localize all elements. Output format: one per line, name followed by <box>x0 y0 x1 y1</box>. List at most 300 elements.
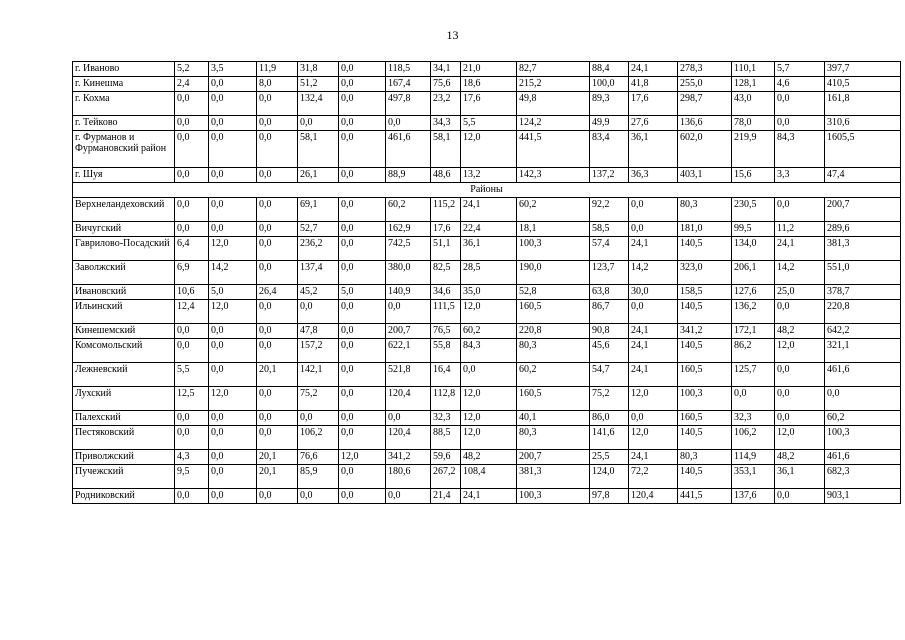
table-cell: 0,0 <box>339 261 386 285</box>
row-label: Родниковский <box>73 489 175 504</box>
table-cell: 52,8 <box>517 285 590 300</box>
table-cell: 60,2 <box>461 324 517 339</box>
table-cell: 32,3 <box>732 411 775 426</box>
table-cell: 60,2 <box>517 198 590 222</box>
table-cell: 12,0 <box>461 411 517 426</box>
table-cell: 0,0 <box>175 92 209 116</box>
table-cell: 48,2 <box>775 324 825 339</box>
table-cell: 220,8 <box>517 324 590 339</box>
table-cell: 140,9 <box>386 285 431 300</box>
table-cell: 0,0 <box>209 363 257 387</box>
table-cell: 160,5 <box>517 387 590 411</box>
table-cell: 341,2 <box>386 450 431 465</box>
table-cell: 0,0 <box>339 324 386 339</box>
row-label: г. Тейково <box>73 116 175 131</box>
table-cell: 0,0 <box>257 426 298 450</box>
table-cell: 0,0 <box>257 324 298 339</box>
table-cell: 160,5 <box>678 411 732 426</box>
table-cell: 158,5 <box>678 285 732 300</box>
table-cell: 0,0 <box>257 411 298 426</box>
table-cell: 0,0 <box>339 411 386 426</box>
table-cell: 12,0 <box>209 300 257 324</box>
table-row <box>73 324 901 339</box>
table-cell: 0,0 <box>339 426 386 450</box>
table-cell: 24,1 <box>629 62 678 77</box>
table-cell: 461,6 <box>386 131 431 168</box>
table-cell: 34,1 <box>431 62 461 77</box>
table-row <box>73 198 901 222</box>
table-cell: 206,1 <box>732 261 775 285</box>
table-cell: 20,1 <box>257 450 298 465</box>
table-cell: 403,1 <box>678 168 732 183</box>
table-row <box>73 387 901 411</box>
table-cell: 278,3 <box>678 62 732 77</box>
table-cell: 63,8 <box>590 285 629 300</box>
table-cell: 18,1 <box>517 222 590 237</box>
table-cell: 378,7 <box>825 285 901 300</box>
table-cell: 0,0 <box>257 339 298 363</box>
table-cell: 115,2 <box>431 198 461 222</box>
table-cell: 140,5 <box>678 339 732 363</box>
table-cell: 48,6 <box>431 168 461 183</box>
table-cell: 88,5 <box>431 426 461 450</box>
table-cell: 353,1 <box>732 465 775 489</box>
table-cell: 134,0 <box>732 237 775 261</box>
table-cell: 60,2 <box>386 198 431 222</box>
table-cell: 0,0 <box>209 131 257 168</box>
table-cell: 0,0 <box>775 489 825 504</box>
table-cell: 0,0 <box>339 77 386 92</box>
table-cell: 26,1 <box>298 168 339 183</box>
table-cell: 36,1 <box>461 237 517 261</box>
table-cell: 410,5 <box>825 77 901 92</box>
table-cell: 31,8 <box>298 62 339 77</box>
table-cell: 75,2 <box>590 387 629 411</box>
table-cell: 100,3 <box>517 489 590 504</box>
table-cell: 0,0 <box>257 222 298 237</box>
table-cell: 0,0 <box>775 411 825 426</box>
table-cell: 84,3 <box>461 339 517 363</box>
table-row <box>73 285 901 300</box>
table-cell: 220,8 <box>825 300 901 324</box>
table-cell: 58,1 <box>298 131 339 168</box>
table-cell: 20,1 <box>257 465 298 489</box>
table-cell: 125,7 <box>732 363 775 387</box>
table-cell: 123,7 <box>590 261 629 285</box>
table-row <box>73 261 901 285</box>
table-cell: 90,8 <box>590 324 629 339</box>
table-cell: 0,0 <box>175 198 209 222</box>
table-cell: 72,2 <box>629 465 678 489</box>
table-cell: 106,2 <box>732 426 775 450</box>
table-cell: 92,2 <box>590 198 629 222</box>
table-cell: 682,3 <box>825 465 901 489</box>
table-cell: 0,0 <box>209 198 257 222</box>
table-cell: 0,0 <box>775 116 825 131</box>
table-row <box>73 92 901 116</box>
section-row <box>73 183 901 198</box>
table-cell: 13,2 <box>461 168 517 183</box>
table-cell: 0,0 <box>257 116 298 131</box>
table-cell: 12,0 <box>209 387 257 411</box>
table-cell: 25,5 <box>590 450 629 465</box>
table-cell: 0,0 <box>175 131 209 168</box>
table-cell: 120,4 <box>386 387 431 411</box>
table-cell: 0,0 <box>209 465 257 489</box>
row-label: Верхнеландеховский <box>73 198 175 222</box>
table-cell: 381,3 <box>825 237 901 261</box>
table-cell: 5,5 <box>175 363 209 387</box>
table-cell: 18,6 <box>461 77 517 92</box>
table-cell: 52,7 <box>298 222 339 237</box>
table-cell: 0,0 <box>298 489 339 504</box>
table-cell: 40,1 <box>517 411 590 426</box>
table-cell: 78,0 <box>732 116 775 131</box>
table-cell: 112,8 <box>431 387 461 411</box>
table-cell: 0,0 <box>339 116 386 131</box>
table-row <box>73 62 901 77</box>
table-cell: 0,0 <box>175 324 209 339</box>
table-cell: 0,0 <box>209 426 257 450</box>
table-cell: 14,2 <box>775 261 825 285</box>
table-cell: 172,1 <box>732 324 775 339</box>
row-label: Пучежский <box>73 465 175 489</box>
table-cell: 128,1 <box>732 77 775 92</box>
table-cell: 54,7 <box>590 363 629 387</box>
table-cell: 5,0 <box>209 285 257 300</box>
table-cell: 2,4 <box>175 77 209 92</box>
table-cell: 59,6 <box>431 450 461 465</box>
table-cell: 140,5 <box>678 426 732 450</box>
table-cell: 181,0 <box>678 222 732 237</box>
table-cell: 0,0 <box>257 198 298 222</box>
table-cell: 0,0 <box>775 92 825 116</box>
table-cell: 124,0 <box>590 465 629 489</box>
table-cell: 82,7 <box>517 62 590 77</box>
table-cell: 142,3 <box>517 168 590 183</box>
table-cell: 11,9 <box>257 62 298 77</box>
row-label: Лежневский <box>73 363 175 387</box>
table-cell: 267,2 <box>431 465 461 489</box>
table-cell: 120,4 <box>629 489 678 504</box>
table-cell: 140,5 <box>678 465 732 489</box>
table-cell: 15,6 <box>732 168 775 183</box>
table-cell: 20,1 <box>257 363 298 387</box>
table-cell: 25,0 <box>775 285 825 300</box>
table-cell: 14,2 <box>209 261 257 285</box>
row-label: г. Иваново <box>73 62 175 77</box>
table-cell: 0,0 <box>339 465 386 489</box>
table-cell: 0,0 <box>209 116 257 131</box>
table-cell: 310,6 <box>825 116 901 131</box>
table-cell: 84,3 <box>775 131 825 168</box>
row-label: Палехский <box>73 411 175 426</box>
table-row <box>73 411 901 426</box>
page-number: 13 <box>446 28 459 42</box>
table-cell: 0,0 <box>209 411 257 426</box>
table-cell: 47,8 <box>298 324 339 339</box>
table-cell: 0,0 <box>339 339 386 363</box>
table-cell: 0,0 <box>257 92 298 116</box>
table-cell: 51,1 <box>431 237 461 261</box>
table-cell: 75,2 <box>298 387 339 411</box>
table-cell: 12,0 <box>629 387 678 411</box>
table-cell: 6,9 <box>175 261 209 285</box>
table-cell: 0,0 <box>257 237 298 261</box>
table-cell: 0,0 <box>175 489 209 504</box>
table-cell: 100,3 <box>517 237 590 261</box>
table-row <box>73 237 901 261</box>
row-label: г. Кинешма <box>73 77 175 92</box>
table-cell: 51,2 <box>298 77 339 92</box>
table-cell: 441,5 <box>517 131 590 168</box>
table-row <box>73 168 901 183</box>
row-label: Пестяковский <box>73 426 175 450</box>
table-cell: 12,0 <box>461 426 517 450</box>
table-cell: 24,1 <box>629 363 678 387</box>
table-cell: 142,1 <box>298 363 339 387</box>
row-label: Ильинский <box>73 300 175 324</box>
table-row <box>73 339 901 363</box>
table-cell: 118,5 <box>386 62 431 77</box>
table-cell: 0,0 <box>339 237 386 261</box>
table-cell: 190,0 <box>517 261 590 285</box>
table-cell: 3,3 <box>775 168 825 183</box>
table-cell: 48,2 <box>461 450 517 465</box>
table-cell: 22,4 <box>461 222 517 237</box>
section-heading: Районы <box>73 183 901 198</box>
table-cell: 12,5 <box>175 387 209 411</box>
table-cell: 0,0 <box>257 489 298 504</box>
table-row <box>73 426 901 450</box>
row-label: г. Фурманов и Фурмановский район <box>73 131 175 168</box>
table-cell: 157,2 <box>298 339 339 363</box>
table-cell: 17,6 <box>629 92 678 116</box>
table-cell: 99,5 <box>732 222 775 237</box>
table-cell: 24,1 <box>629 339 678 363</box>
table-cell: 27,6 <box>629 116 678 131</box>
table-cell: 12,0 <box>461 387 517 411</box>
table-cell: 58,5 <box>590 222 629 237</box>
table-cell: 5,7 <box>775 62 825 77</box>
table-cell: 0,0 <box>775 300 825 324</box>
table-cell: 162,9 <box>386 222 431 237</box>
row-label: Кинешемский <box>73 324 175 339</box>
table-row <box>73 131 901 168</box>
table-cell: 12,0 <box>209 237 257 261</box>
table-cell: 161,8 <box>825 92 901 116</box>
table-cell: 120,4 <box>386 426 431 450</box>
table-cell: 88,4 <box>590 62 629 77</box>
row-label: г. Шуя <box>73 168 175 183</box>
table-cell: 85,9 <box>298 465 339 489</box>
table-cell: 49,8 <box>517 92 590 116</box>
table-cell: 55,8 <box>431 339 461 363</box>
table-cell: 140,5 <box>678 237 732 261</box>
table-cell: 10,6 <box>175 285 209 300</box>
table-cell: 0,0 <box>298 411 339 426</box>
table-cell: 140,5 <box>678 300 732 324</box>
table-cell: 461,6 <box>825 363 901 387</box>
table-cell: 219,9 <box>732 131 775 168</box>
table-cell: 160,5 <box>678 363 732 387</box>
table-cell: 0,0 <box>339 387 386 411</box>
table-cell: 0,0 <box>209 450 257 465</box>
table-cell: 5,0 <box>339 285 386 300</box>
row-label: Комсомольский <box>73 339 175 363</box>
table-cell: 12,0 <box>775 339 825 363</box>
table-cell: 6,4 <box>175 237 209 261</box>
table-cell: 0,0 <box>339 168 386 183</box>
row-label: Лухский <box>73 387 175 411</box>
table-row <box>73 300 901 324</box>
table-cell: 602,0 <box>678 131 732 168</box>
table-cell: 0,0 <box>386 116 431 131</box>
table-cell: 35,0 <box>461 285 517 300</box>
table-cell: 0,0 <box>386 411 431 426</box>
table-cell: 48,2 <box>775 450 825 465</box>
table-cell: 80,3 <box>678 198 732 222</box>
table-cell: 43,0 <box>732 92 775 116</box>
table-cell: 0,0 <box>209 324 257 339</box>
table-cell: 24,1 <box>461 198 517 222</box>
table-cell: 200,7 <box>517 450 590 465</box>
table-cell: 0,0 <box>257 300 298 324</box>
table-cell: 622,1 <box>386 339 431 363</box>
table-cell: 0,0 <box>298 300 339 324</box>
table-cell: 75,6 <box>431 77 461 92</box>
table-cell: 0,0 <box>775 387 825 411</box>
table-cell: 26,4 <box>257 285 298 300</box>
table-row <box>73 222 901 237</box>
table-cell: 108,4 <box>461 465 517 489</box>
table-cell: 0,0 <box>339 92 386 116</box>
table-cell: 17,6 <box>461 92 517 116</box>
table-cell: 642,2 <box>825 324 901 339</box>
table-row <box>73 489 901 504</box>
table-cell: 0,0 <box>629 300 678 324</box>
table-cell: 14,2 <box>629 261 678 285</box>
table-cell: 12,0 <box>461 131 517 168</box>
table-cell: 12,0 <box>461 300 517 324</box>
table-cell: 0,0 <box>175 116 209 131</box>
table-cell: 0,0 <box>339 222 386 237</box>
table-cell: 215,2 <box>517 77 590 92</box>
table-cell: 0,0 <box>175 168 209 183</box>
table-cell: 100,3 <box>678 387 732 411</box>
table-cell: 0,0 <box>629 411 678 426</box>
table-cell: 461,6 <box>825 450 901 465</box>
table-cell: 34,3 <box>431 116 461 131</box>
row-label: г. Кохма <box>73 92 175 116</box>
table-cell: 0,0 <box>339 198 386 222</box>
table-cell: 0,0 <box>339 300 386 324</box>
row-label: Гаврилово-Посадский <box>73 237 175 261</box>
table-cell: 24,1 <box>629 237 678 261</box>
table-cell: 230,5 <box>732 198 775 222</box>
table-cell: 76,6 <box>298 450 339 465</box>
table-cell: 82,5 <box>431 261 461 285</box>
table-cell: 114,9 <box>732 450 775 465</box>
table-cell: 106,2 <box>298 426 339 450</box>
table-cell: 80,3 <box>517 339 590 363</box>
table-cell: 255,0 <box>678 77 732 92</box>
table-cell: 0,0 <box>339 489 386 504</box>
row-label: Заволжский <box>73 261 175 285</box>
data-table <box>72 61 901 504</box>
table-cell: 76,5 <box>431 324 461 339</box>
table-cell: 9,5 <box>175 465 209 489</box>
table-cell: 86,7 <box>590 300 629 324</box>
table-cell: 23,2 <box>431 92 461 116</box>
table-cell: 0,0 <box>461 363 517 387</box>
table-cell: 289,6 <box>825 222 901 237</box>
table-cell: 0,0 <box>209 168 257 183</box>
table-cell: 0,0 <box>209 222 257 237</box>
table-cell: 441,5 <box>678 489 732 504</box>
table-cell: 45,2 <box>298 285 339 300</box>
table-cell: 0,0 <box>298 116 339 131</box>
table-cell: 167,4 <box>386 77 431 92</box>
table-cell: 341,2 <box>678 324 732 339</box>
table-cell: 127,6 <box>732 285 775 300</box>
table-cell: 0,0 <box>775 198 825 222</box>
table-cell: 497,8 <box>386 92 431 116</box>
table-cell: 742,5 <box>386 237 431 261</box>
table-cell: 0,0 <box>257 131 298 168</box>
table-cell: 323,0 <box>678 261 732 285</box>
table-cell: 0,0 <box>775 363 825 387</box>
table-cell: 4,6 <box>775 77 825 92</box>
table-cell: 5,5 <box>461 116 517 131</box>
table-cell: 200,7 <box>386 324 431 339</box>
table-cell: 136,6 <box>678 116 732 131</box>
table-cell: 60,2 <box>825 411 901 426</box>
table-cell: 0,0 <box>175 411 209 426</box>
table-row <box>73 77 901 92</box>
table-cell: 97,8 <box>590 489 629 504</box>
table-cell: 89,3 <box>590 92 629 116</box>
table-cell: 80,3 <box>517 426 590 450</box>
table-cell: 903,1 <box>825 489 901 504</box>
table-cell: 521,8 <box>386 363 431 387</box>
row-label: Вичугский <box>73 222 175 237</box>
table-cell: 0,0 <box>629 198 678 222</box>
table-cell: 137,2 <box>590 168 629 183</box>
table-cell: 381,3 <box>517 465 590 489</box>
table-cell: 0,0 <box>339 363 386 387</box>
table-cell: 49,9 <box>590 116 629 131</box>
table-cell: 132,4 <box>298 92 339 116</box>
table-cell: 41,8 <box>629 77 678 92</box>
table-cell: 3,5 <box>209 62 257 77</box>
table-cell: 0,0 <box>732 387 775 411</box>
table-cell: 88,9 <box>386 168 431 183</box>
row-label: Ивановский <box>73 285 175 300</box>
table-cell: 4,3 <box>175 450 209 465</box>
table-cell: 0,0 <box>257 168 298 183</box>
table-cell: 80,3 <box>678 450 732 465</box>
table-row <box>73 465 901 489</box>
table-cell: 0,0 <box>825 387 901 411</box>
table-cell: 0,0 <box>339 131 386 168</box>
table-cell: 5,2 <box>175 62 209 77</box>
table-cell: 12,0 <box>775 426 825 450</box>
table-cell: 236,2 <box>298 237 339 261</box>
table-cell: 141,6 <box>590 426 629 450</box>
table-cell: 69,1 <box>298 198 339 222</box>
table-cell: 298,7 <box>678 92 732 116</box>
